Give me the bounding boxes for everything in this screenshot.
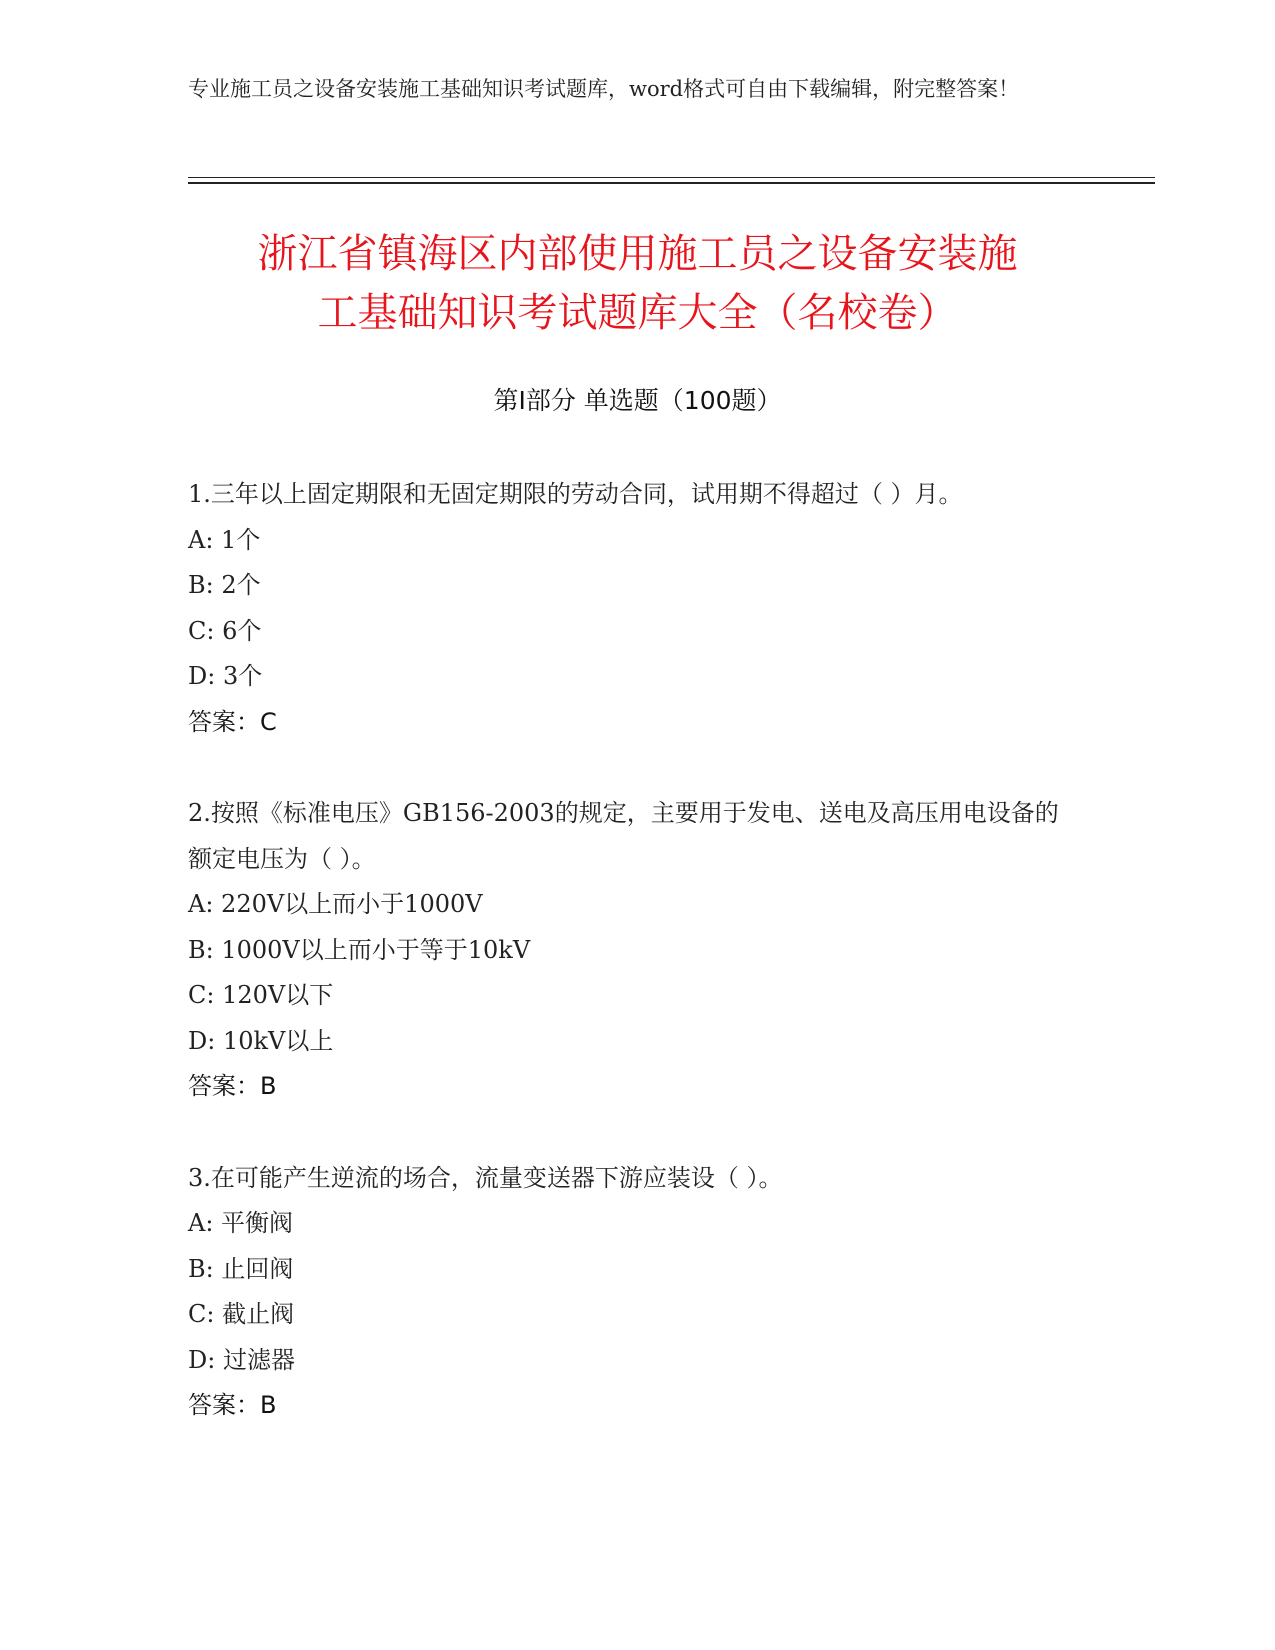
- answer: 答案：B: [188, 1391, 277, 1419]
- option-a: A: 1个: [188, 525, 261, 554]
- option-d: D: 3个: [188, 662, 263, 690]
- answer: 答案：B: [188, 1072, 277, 1100]
- question-2: [188, 791, 1068, 1110]
- header-divider-thin: [188, 177, 1155, 178]
- option-b: B: 1000V以上而小于等于10kV: [188, 935, 531, 964]
- option-c: C: 120V以下: [188, 981, 334, 1009]
- option-d: D: 过滤器: [188, 1345, 295, 1374]
- question-stem: 3.在可能产生逆流的场合，流量变送器下游应装设（ ）。: [188, 1163, 783, 1192]
- option-b: B: 2个: [188, 571, 261, 599]
- header-note: 专业施工员之设备安装施工基础知识考试题库，word格式可自由下载编辑，附完整答案！: [188, 77, 1020, 101]
- header-divider-thick: [188, 182, 1155, 184]
- option-c: C: 6个: [188, 616, 262, 645]
- section-heading: 第Ⅰ部分 单选题（100题）: [493, 386, 782, 415]
- document-title: [180, 225, 1095, 343]
- option-a: A: 平衡阀: [188, 1209, 294, 1237]
- option-d: D: 10kV以上: [188, 1026, 334, 1055]
- title-line-1: 浙江省镇海区内部使用施工员之设备安装施: [257, 231, 1018, 277]
- question-1: [188, 472, 1068, 745]
- question-stem: 1.三年以上固定期限和无固定期限的劳动合同，试用期不得超过（ ）月。: [188, 480, 963, 508]
- option-b: B: 止回阀: [188, 1254, 294, 1283]
- question-3: [188, 1156, 1068, 1429]
- title-line-2: 工基础知识考试题库大全（名校卷）: [317, 290, 958, 336]
- answer: 答案：C: [188, 707, 277, 736]
- question-list: [188, 472, 1068, 1475]
- question-stem: 2.按照《标准电压》GB156-2003的规定，主要用于发电、送电及高压用电设备的额定电压为（ ）。: [188, 799, 1059, 873]
- option-a: A: 220V以上而小于1000V: [188, 890, 483, 918]
- option-c: C: 截止阀: [188, 1300, 295, 1328]
